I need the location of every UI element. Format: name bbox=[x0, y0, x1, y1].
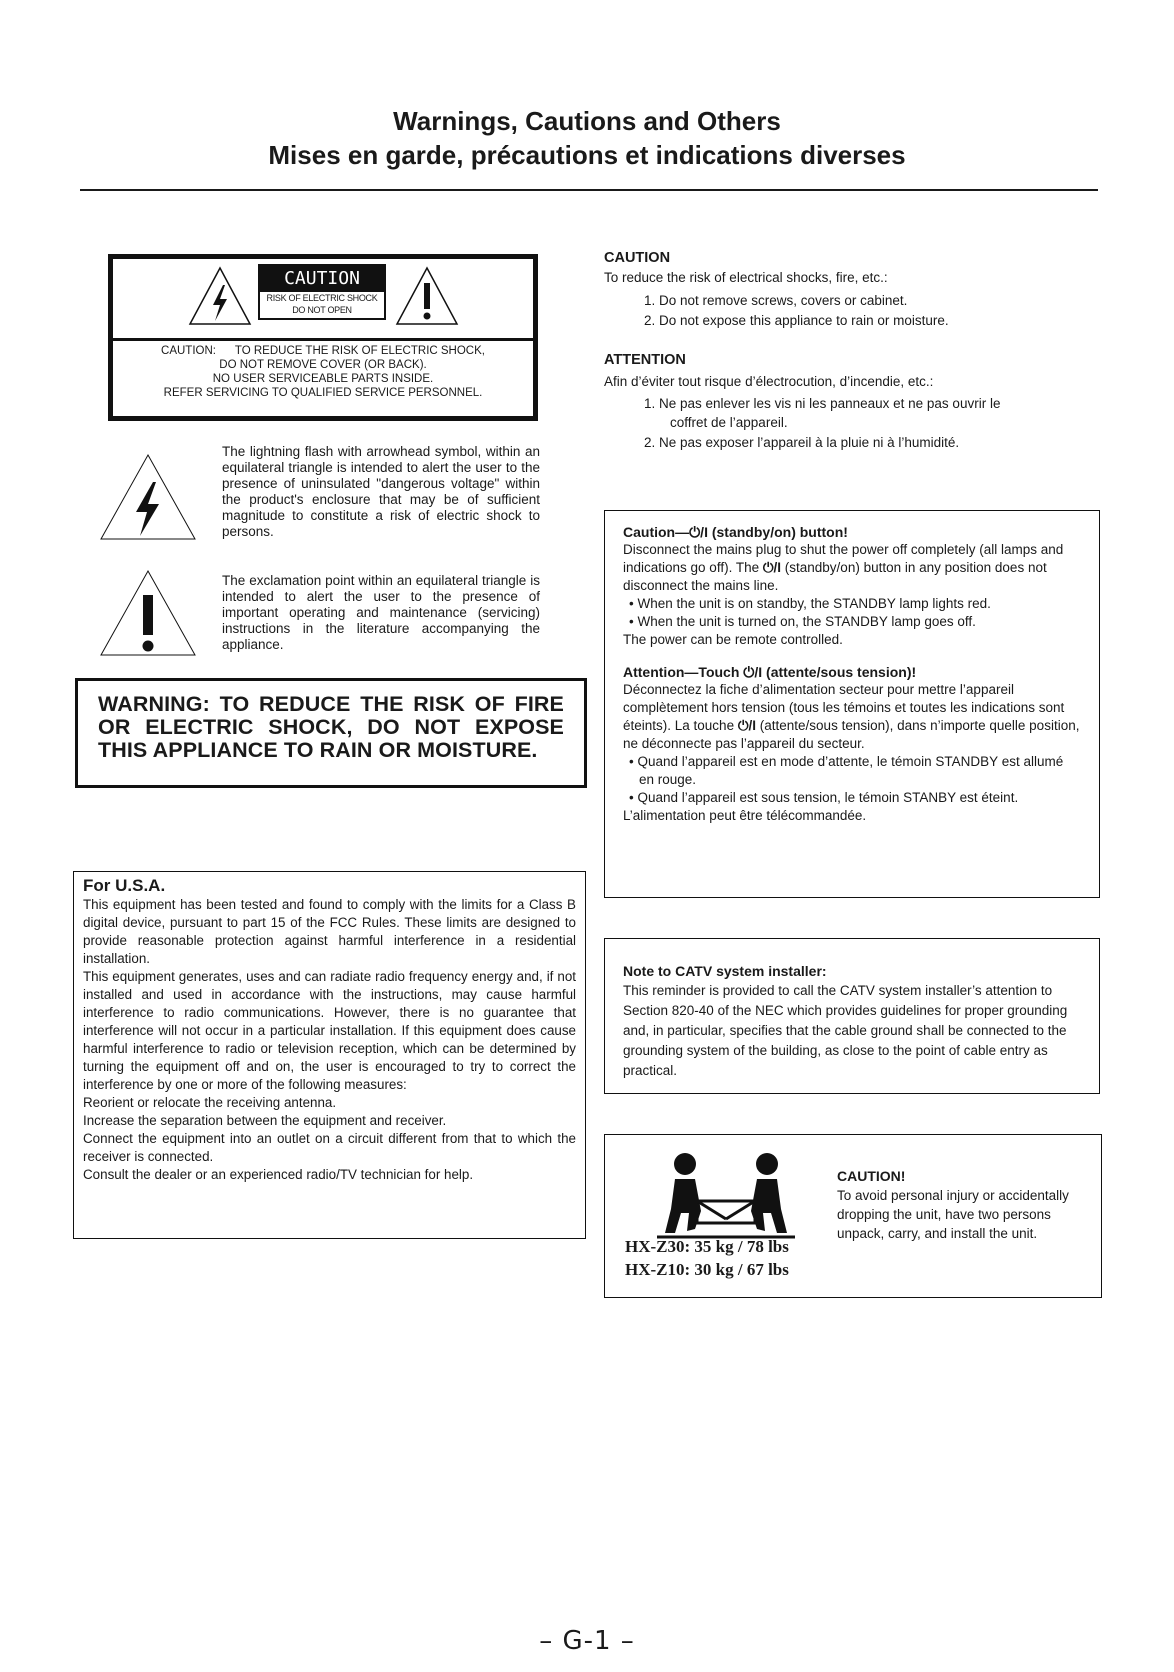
text-part: Déconnectez la fiche d’alimentation secteur pour mettre l’appareil complètement hors tension (tous les témoins et toutes les indications sont éteints). La touche bbox=[623, 682, 1065, 733]
page-number: – G-1 – bbox=[539, 1626, 635, 1656]
label-line: DO NOT REMOVE COVER (OR BACK). bbox=[219, 359, 427, 371]
bullet-text: Quand l’appareil est sous tension, le témoin STANBY est éteint. bbox=[637, 790, 1019, 805]
exclamation-symbol-description: The exclamation point within an equilateral triangle is intended to alert the user to the presence of important operating and maintenance (servicing) instructions in the literature accompanying the appliance. bbox=[222, 573, 540, 652]
bullet-text: When the unit is turned on, the STANDBY lamp goes off. bbox=[637, 614, 976, 629]
warning-text: WARNING: TO REDUCE THE RISK OF FIRE OR ELECTRIC SHOCK, DO NOT EXPOSE THIS APPLIANCE TO RAIN OR MOISTURE. bbox=[98, 692, 564, 762]
exclamation-symbol-icon bbox=[98, 568, 198, 658]
caution-banner-title: CAUTION bbox=[260, 266, 384, 292]
standby-bullet-en: • When the unit is on standby, the STANDBY lamp lights red. bbox=[629, 596, 991, 611]
catv-text: This reminder is provided to call the CATV system installer’s attention to Section 820-40 of the NEC which provides guidelines for proper grounding and, in particular, specifies that the cable ground shall be connected to the grounding system of the building, as close to the point of cable entry as practical. bbox=[623, 983, 1068, 1078]
caution-label-header bbox=[113, 259, 533, 341]
lightning-triangle-icon bbox=[187, 265, 253, 327]
two-person-lift-icon bbox=[651, 1151, 801, 1241]
model-weights bbox=[625, 1235, 789, 1281]
heading-part: (attente/sous tension)! bbox=[762, 664, 917, 680]
catv-heading: Note to CATV system installer: bbox=[623, 963, 827, 979]
heading-part: (standby/on) button! bbox=[707, 524, 848, 540]
caution-label bbox=[108, 254, 538, 421]
label-line: CAUTION: TO REDUCE THE RISK OF ELECTRIC SHOCK, bbox=[161, 345, 485, 357]
bullet-text: Quand l’appareil est en mode d’attente, le témoin STANDBY est allumé en rouge. bbox=[637, 754, 1064, 787]
power-icon: ⏻/I bbox=[737, 718, 757, 733]
lifting-caution-box bbox=[604, 1134, 1102, 1298]
catv-note-box bbox=[604, 938, 1100, 1094]
lightning-symbol-description: The lightning flash with arrowhead symbol, within an equilateral triangle is intended to alert the user to the presence of uninsulated "dangerous voltage" within the product's enclosure that may be of sufficient magnitude to constitute a risk of electric shock to persons. bbox=[222, 444, 540, 539]
attention-item: 1. Ne pas enlever les vis ni les panneaux et ne pas ouvrir le bbox=[644, 396, 1001, 411]
attention-heading: ATTENTION bbox=[604, 352, 686, 368]
page-title-en: Warnings, Cautions and Others bbox=[393, 106, 781, 136]
fcc-measure: Reorient or relocate the receiving antenna. bbox=[83, 1095, 337, 1110]
label-line: NO USER SERVICEABLE PARTS INSIDE. bbox=[212, 373, 434, 385]
attention-intro: Afin d’éviter tout risque d’électrocution, d’incendie, etc.: bbox=[604, 374, 934, 389]
text-part: (standby/on) button in any position does not disconnect the mains line. bbox=[623, 560, 1047, 593]
exclamation-triangle-icon bbox=[394, 265, 460, 327]
attention-item: 2. Ne pas exposer l’appareil à la pluie ni à l’humidité. bbox=[644, 435, 960, 450]
fcc-paragraph-2: This equipment generates, uses and can radiate radio frequency energy and, if not installed and used in accordance with the instructions, may cause harmful interference to radio communications. However, there is no guarantee that interference will not occur in a particular installation. If this equipment does cause harmful interference to radio or television reception, which can be determined by turning the equipment off and on, the user is encouraged to try to correct the interference by one or more of the following measures: bbox=[83, 969, 576, 1092]
fcc-heading: For U.S.A. bbox=[83, 876, 166, 895]
warning-box bbox=[75, 678, 587, 788]
fcc-paragraph-1: This equipment has been tested and found to comply with the limits for a Class B digital device, pursuant to part 15 of the FCC Rules. These limits are designed to provide reasonable protection against harmful interference in a residential installation. bbox=[83, 897, 576, 966]
fcc-notice-box bbox=[73, 871, 586, 1239]
bullet-text: When the unit is on standby, the STANDBY lamp lights red. bbox=[637, 596, 991, 611]
attention-item: coffret de l’appareil. bbox=[670, 415, 788, 430]
standby-caution-box bbox=[604, 510, 1100, 898]
caution-item: 1. Do not remove screws, covers or cabinet. bbox=[644, 293, 908, 308]
caution-item: 2. Do not expose this appliance to rain or moisture. bbox=[644, 313, 949, 328]
caution-banner bbox=[258, 264, 386, 320]
lifting-caution-body: To avoid personal injury or accidentally dropping the unit, have two persons unpack, carry, and install the unit. bbox=[837, 1188, 1069, 1241]
standby-text-fr bbox=[623, 681, 1081, 753]
power-icon: ⏻/I bbox=[689, 524, 708, 540]
page-title-fr: Mises en garde, précautions et indications diverses bbox=[268, 140, 906, 170]
text-part: (attente/sous tension), dans n’importe quelle position, ne déconnecte pas l’appareil du secteur. bbox=[623, 718, 1080, 751]
lightning-symbol-icon bbox=[98, 452, 198, 542]
standby-bullet-fr: • Quand l’appareil est en mode d’attente, le témoin STANDBY est allumé en rouge. bbox=[629, 754, 1064, 787]
standby-remote-en: The power can be remote controlled. bbox=[623, 632, 843, 647]
fcc-measure: Increase the separation between the equipment and receiver. bbox=[83, 1113, 447, 1128]
power-icon: ⏻/I bbox=[762, 560, 782, 575]
label-line: REFER SERVICING TO QUALIFIED SERVICE PERSONNEL. bbox=[163, 387, 483, 399]
caution-intro: To reduce the risk of electrical shocks, fire, etc.: bbox=[604, 270, 888, 285]
lifting-caution-text bbox=[837, 1167, 1087, 1243]
title-divider bbox=[80, 189, 1098, 191]
fcc-measure: Connect the equipment into an outlet on a circuit different from that to which the receiver is connected. bbox=[83, 1131, 576, 1164]
text-part: Disconnect the mains plug to shut the power off completely (all lamps and indications go off). The bbox=[623, 542, 1064, 575]
standby-heading-fr bbox=[623, 663, 1081, 681]
fcc-measure: Consult the dealer or an experienced radio/TV technician for help. bbox=[83, 1167, 474, 1182]
standby-remote-fr: L’alimentation peut être télécommandée. bbox=[623, 808, 867, 823]
weight-hx-z10: HX-Z10: 30 kg / 67 lbs bbox=[625, 1260, 789, 1279]
standby-heading-en bbox=[623, 523, 1081, 541]
caution-heading: CAUTION bbox=[604, 250, 671, 266]
weight-hx-z30: HX-Z30: 35 kg / 78 lbs bbox=[625, 1237, 789, 1256]
risk-line-2: DO NOT OPEN bbox=[292, 305, 352, 315]
heading-part: Caution— bbox=[623, 524, 690, 540]
caution-label-text bbox=[113, 344, 533, 400]
heading-part: Attention—Touch bbox=[623, 664, 744, 680]
standby-bullet-fr: • Quand l’appareil est sous tension, le témoin STANBY est éteint. bbox=[629, 790, 1019, 805]
standby-bullet-en: • When the unit is turned on, the STANDBY lamp goes off. bbox=[629, 614, 976, 629]
lifting-caution-heading: CAUTION! bbox=[837, 1168, 906, 1184]
power-icon: ⏻/I bbox=[743, 664, 763, 680]
risk-line-1: RISK OF ELECTRIC SHOCK bbox=[266, 293, 378, 303]
standby-text-en bbox=[623, 541, 1081, 595]
